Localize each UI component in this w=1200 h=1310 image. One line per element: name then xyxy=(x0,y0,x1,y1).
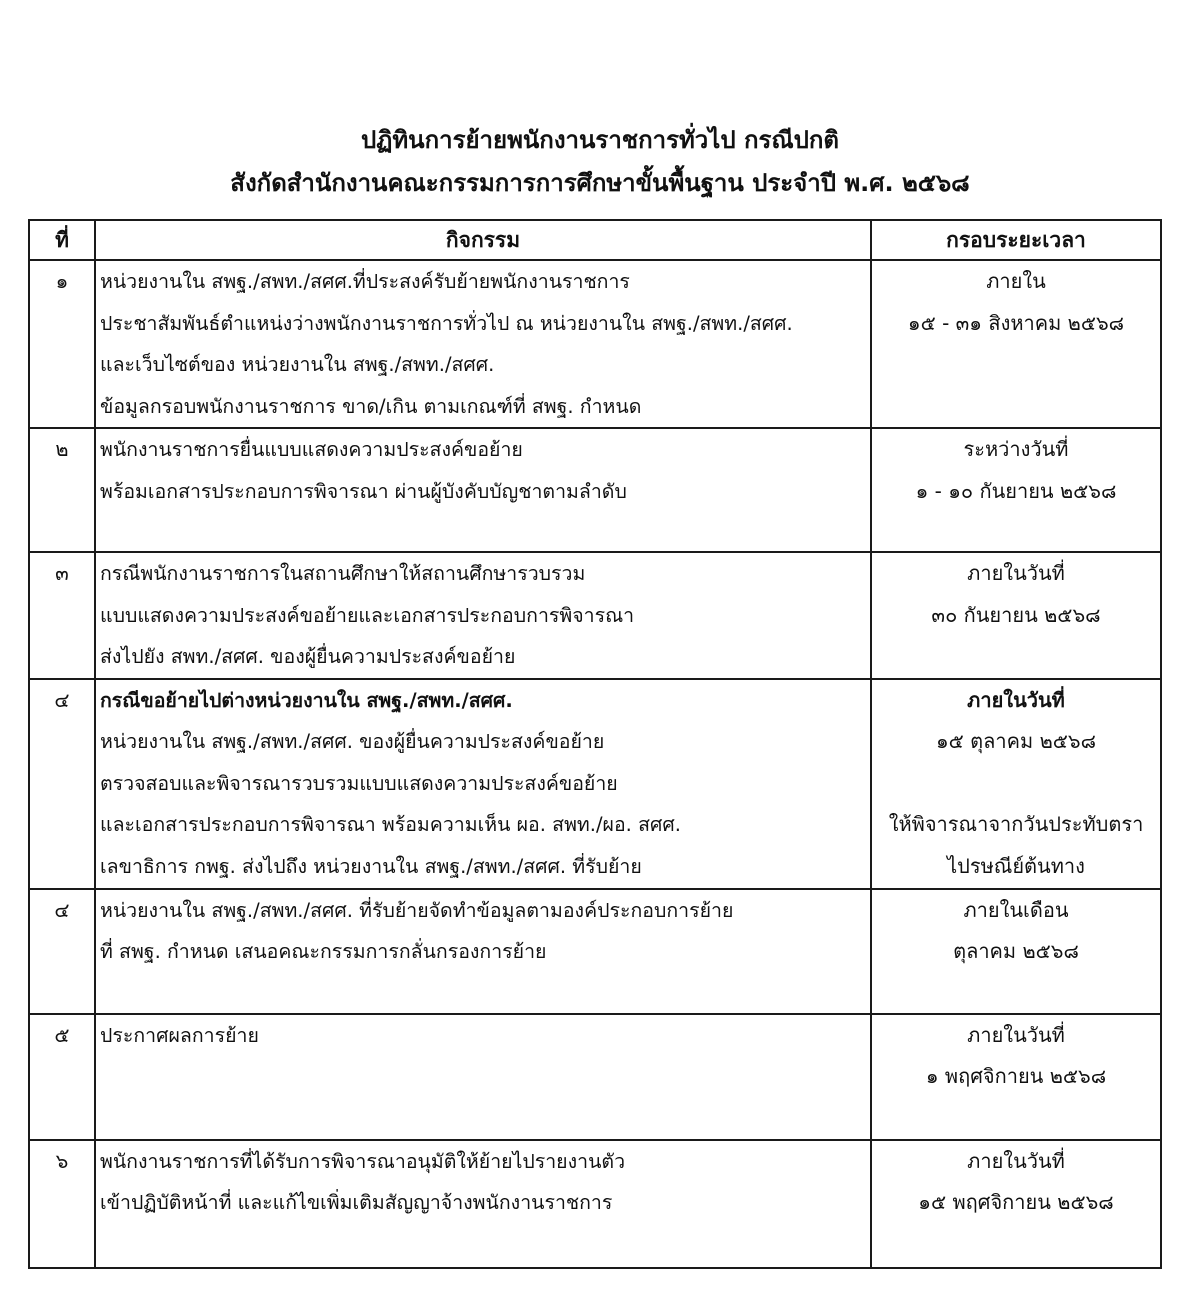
document-title: ปฏิทินการย้ายพนักงานราชการทั่วไป กรณีปกติ xyxy=(361,126,839,154)
timeframe-line: ๑๕ ตุลาคม ๒๕๖๘ xyxy=(935,729,1097,753)
timeframe-line: ตุลาคม ๒๕๖๘ xyxy=(953,939,1079,963)
activity-line: พนักงานราชการยื่นแบบแสดงความประสงค์ขอย้าย xyxy=(100,438,523,461)
timeframe-cell xyxy=(871,260,1161,428)
activity-line: หน่วยงานใน สพฐ./สพท./สศศ. ที่รับย้ายจัดทำข้อมูลตามองค์ประกอบการย้าย xyxy=(100,898,734,922)
table-row xyxy=(29,260,1161,428)
timeframe-cell xyxy=(871,679,1161,889)
timeframe-heading: ภายในวันที่ xyxy=(967,687,1065,712)
table-row xyxy=(29,428,1161,552)
timeframe-cell xyxy=(871,889,1161,1014)
activity-line: หน่วยงานใน สพฐ./สพท./สศศ. ของผู้ยื่นความประสงค์ขอย้าย xyxy=(100,730,605,753)
activity-line: ประกาศผลการย้าย xyxy=(100,1023,259,1047)
activity-line: เลขาธิการ กพฐ. ส่งไปถึง หน่วยงานใน สพฐ./สพท./สศศ. ที่รับย้าย xyxy=(100,854,642,878)
timeframe-line: ๑ พฤศจิกายน ๒๕๖๘ xyxy=(925,1064,1107,1088)
row-number: ๑ xyxy=(29,260,95,428)
activity-cell xyxy=(95,428,871,552)
row-number: ๒ xyxy=(29,428,95,552)
timeframe-line: ภายใน xyxy=(986,269,1046,293)
row-number: ๖ xyxy=(29,1140,95,1268)
activity-line: พร้อมเอกสารประกอบการพิจารณา ผ่านผู้บังคับบัญชาตามลำดับ xyxy=(100,479,627,503)
schedule-table xyxy=(28,219,1162,1269)
timeframe-line: ๓๐ กันยายน ๒๕๖๘ xyxy=(931,602,1101,627)
activity-heading: กรณีขอย้ายไปต่างหน่วยงานใน สพฐ./สพท./สศศ. xyxy=(100,688,513,712)
activity-line: ส่งไปยัง สพท./สศศ. ของผู้ยื่นความประสงค์ขอย้าย xyxy=(100,645,516,668)
header-no: ที่ xyxy=(29,220,95,260)
timeframe-cell xyxy=(871,1014,1161,1140)
activity-cell xyxy=(95,552,871,679)
row-number: ๔ xyxy=(29,889,95,1014)
table-row xyxy=(29,679,1161,889)
timeframe-line: ระหว่างวันที่ xyxy=(963,437,1069,461)
timeframe-cell xyxy=(871,552,1161,679)
timeframe-cell xyxy=(871,428,1161,552)
document-subtitle: สังกัดสำนักงานคณะกรรมการการศึกษาขั้นพื้นฐาน ประจำปี พ.ศ. ๒๕๖๘ xyxy=(230,169,970,197)
timeframe-note: ไปรษณีย์ต้นทาง xyxy=(947,853,1085,878)
activity-line: หน่วยงานใน สพฐ./สพท./สศศ.ที่ประสงค์รับย้ายพนักงานราชการ xyxy=(100,270,630,293)
timeframe-line: ๑ - ๑๐ กันยายน ๒๕๖๘ xyxy=(915,478,1117,503)
table-row xyxy=(29,1014,1161,1140)
activity-cell xyxy=(95,1014,871,1140)
timeframe-line: ๑๕ พฤศจิกายน ๒๕๖๘ xyxy=(918,1190,1114,1214)
timeframe-line: ภายในเดือน xyxy=(963,897,1069,922)
activity-line: ที่ สพฐ. กำหนด เสนอคณะกรรมการกลั่นกรองการย้าย xyxy=(100,940,547,963)
activity-line: ข้อมูลกรอบพนักงานราชการ ขาด/เกิน ตามเกณฑ์ที่ สพฐ. กำหนด xyxy=(100,394,642,418)
timeframe-line: ๑๕ - ๓๑ สิงหาคม ๒๕๖๘ xyxy=(907,310,1125,335)
timeframe-line: ภายในวันที่ xyxy=(967,1148,1065,1173)
activity-cell xyxy=(95,889,871,1014)
activity-line: กรณีพนักงานราชการในสถานศึกษาให้สถานศึกษารวบรวม xyxy=(100,562,586,585)
row-number: ๔ xyxy=(29,679,95,889)
table-row xyxy=(29,1140,1161,1268)
activity-line: และเอกสารประกอบการพิจารณา พร้อมความเห็น ผอ. สพท./ผอ. สศศ. xyxy=(100,813,681,836)
table-row xyxy=(29,552,1161,679)
row-number: ๕ xyxy=(29,1014,95,1140)
timeframe-line: ภายในวันที่ xyxy=(967,1022,1065,1047)
activity-line: และเว็บไซต์ของ หน่วยงานใน สพฐ./สพท./สศศ. xyxy=(100,353,495,376)
timeframe-line: ภายในวันที่ xyxy=(967,561,1065,585)
activity-line: ตรวจสอบและพิจารณารวบรวมแบบแสดงความประสงค์ขอย้าย xyxy=(100,771,618,795)
activity-line: พนักงานราชการที่ได้รับการพิจารณาอนุมัติให้ย้ายไปรายงานตัว xyxy=(100,1149,626,1173)
table-header-row xyxy=(29,220,1161,260)
activity-line: ประชาสัมพันธ์ตำแหน่งว่างพนักงานราชการทั่วไป ณ หน่วยงานใน สพฐ./สพท./สศศ. xyxy=(100,311,793,335)
timeframe-cell xyxy=(871,1140,1161,1268)
row-number: ๓ xyxy=(29,552,95,679)
table-row xyxy=(29,889,1161,1014)
activity-cell xyxy=(95,679,871,889)
header-timeframe: กรอบระยะเวลา xyxy=(871,220,1161,260)
activity-cell xyxy=(95,1140,871,1268)
activity-line: แบบแสดงความประสงค์ขอย้ายและเอกสารประกอบการพิจารณา xyxy=(100,603,635,627)
spacer xyxy=(872,763,1160,805)
timeframe-note: ให้พิจารณาจากวันประทับตรา xyxy=(888,812,1144,836)
header-activity: กิจกรรม xyxy=(95,220,871,260)
activity-line: เข้าปฏิบัติหน้าที่ และแก้ไขเพิ่มเติมสัญญาจ้างพนักงานราชการ xyxy=(100,1191,613,1214)
activity-cell xyxy=(95,260,871,428)
